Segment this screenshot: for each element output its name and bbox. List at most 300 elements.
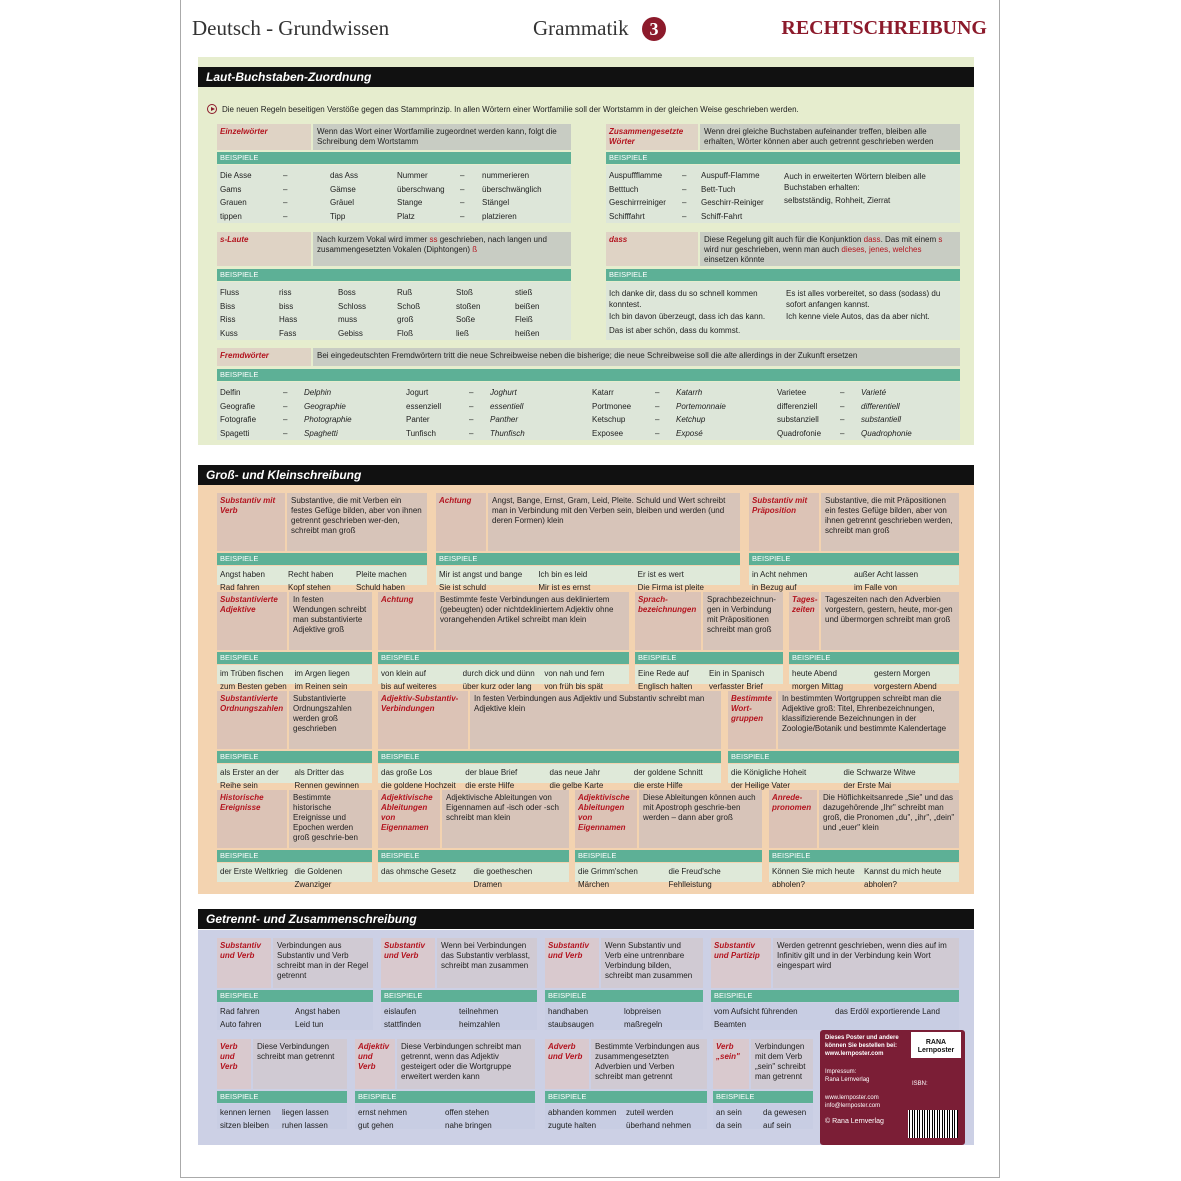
example-cell: im Trüben fischen: [220, 669, 284, 678]
box-label: Substantiv und Partizip: [711, 938, 771, 988]
example-cell: vom Aufsicht führenden: [714, 1007, 798, 1016]
example-cell: Schoß: [397, 301, 421, 311]
beispiele-label: BEISPIELE: [711, 990, 959, 1002]
example-cell: die erste Hilfe: [633, 781, 683, 790]
box-desc: Wenn das Wort einer Wortfamilie zugeordnet werden kann, folgt die Schreibung dem Wortstamm: [313, 124, 571, 150]
example-cell: Spagetti: [220, 428, 250, 438]
example-cell: platzieren: [482, 211, 517, 221]
beispiele-label: BEISPIELE: [728, 751, 959, 763]
example-cell: –: [283, 198, 288, 207]
example-cell: heißen: [515, 328, 540, 338]
example-cell: –: [682, 198, 687, 207]
example-cell: Gräuel: [330, 198, 355, 207]
example-cell: Biss: [220, 301, 236, 311]
example-cell: liegen lassen: [282, 1108, 329, 1117]
box-desc: Wenn bei Verbindungen das Substantiv verblasst, schreibt man zusammen: [437, 938, 537, 988]
example-cell: das ohmsche Gesetz: [381, 867, 457, 876]
example-cell: die Schwarze Witwe: [843, 768, 916, 777]
box-desc: Bei eingedeutschten Fremdwörtern tritt die neue Schreibweise neben die bisherige; die neue Schreibweise soll die alte allerdings in der Zukunft ersetzen: [313, 348, 960, 366]
example-cell: substanziell: [777, 415, 819, 424]
box-desc: In festen Wendungen schreibt man substantivierte Adjektive groß: [289, 592, 372, 650]
example-cell: der goldene Schnitt: [633, 768, 703, 777]
example-cell: Exposé: [676, 428, 703, 438]
example-cell: abholen?: [772, 880, 805, 889]
example-cell: –: [655, 428, 660, 438]
box-einzelwoerter: [217, 124, 571, 224]
beispiele-label: BEISPIELE: [769, 850, 959, 862]
example-cell: Kuss: [220, 328, 238, 338]
box-desc: Diese Ableitungen können auch mit Apostroph geschrie-ben werden – dann aber groß: [639, 790, 762, 848]
example-cell: Rennen gewinnen: [294, 781, 359, 790]
beispiele-label: BEISPIELE: [355, 1091, 535, 1103]
example-cell: die goldene Hochzeit: [381, 781, 456, 790]
beispiele-label: BEISPIELE: [217, 269, 571, 281]
examples: [606, 165, 960, 223]
rule-box: [728, 691, 959, 790]
rule-box: [378, 691, 721, 790]
example-cell: Kannst du mich heute: [864, 867, 942, 876]
ad-line: Impressum:: [825, 1069, 857, 1075]
example-cell: biss: [279, 301, 294, 311]
example-cell: –: [283, 184, 288, 194]
example-cell: Ich bin es leid: [538, 570, 588, 579]
example-cell: das neue Jahr: [549, 768, 601, 777]
example-cell: Floß: [397, 328, 413, 338]
example-cell: als Dritter das: [294, 768, 344, 777]
example-cell: –: [460, 171, 465, 180]
example-cell: Platz: [397, 211, 415, 221]
example-cell: außer Acht lassen: [854, 570, 919, 579]
example-cell: substantiell: [861, 415, 902, 424]
example-cell: Varietee: [777, 388, 807, 397]
example: Ich kenne viele Autos, das da aber nicht.: [786, 312, 930, 321]
box-label: Substantiv mit Präposition: [749, 493, 819, 551]
example-cell: Ketschup: [592, 415, 626, 424]
box-dass: [606, 232, 960, 340]
example-cell: –: [840, 415, 845, 424]
example-cell: da gewesen: [763, 1108, 807, 1117]
example-cell: Panter: [406, 415, 430, 424]
examples: [217, 165, 571, 223]
example-cell: Schiff-Fahrt: [701, 211, 743, 221]
example-cell: Fehlleistung: [668, 880, 712, 889]
examples: [606, 282, 960, 340]
box-label: Adverb und Verb: [545, 1039, 589, 1089]
example-cell: Er ist es wert: [637, 570, 684, 579]
box-desc: In bestimmten Wortgruppen schreibt man die Adjektive groß: Titel, Ehrenbezeichnungen, klassifizierende Bezeichnungen in der Zoologie/Botanik und bestimmte Kalendertage: [778, 691, 959, 749]
example-cell: Gämse: [330, 184, 356, 194]
example-cell: abhanden kommen: [548, 1108, 617, 1117]
rule-box: [545, 938, 703, 1030]
example-cell: Riss: [220, 315, 236, 324]
example-cell: Rad fahren: [220, 583, 260, 592]
example-cell: differenziell: [777, 401, 818, 411]
example-cell: Auspuff-Flamme: [701, 171, 760, 180]
example-cell: Schloss: [338, 301, 367, 311]
rule-box: [217, 691, 372, 790]
box-label: s-Laute: [217, 232, 311, 266]
box-label: dass: [606, 232, 698, 266]
ad-line: Rana Lernverlag: [825, 1077, 870, 1083]
example-cell: Geschirr-Reiniger: [701, 198, 764, 207]
example-cell: da sein: [716, 1121, 742, 1130]
examples: [728, 764, 959, 790]
examples: [217, 1104, 347, 1129]
example-cell: Thunfisch: [490, 428, 525, 438]
example-cell: –: [655, 401, 660, 411]
header-subject: Deutsch - Grundwissen: [192, 16, 390, 40]
beispiele-label: BEISPIELE: [217, 1091, 347, 1103]
example-cell: Angst haben: [220, 570, 265, 579]
example-cell: Auto fahren: [220, 1020, 262, 1029]
ad-line: können Sie bestellen bei:: [825, 1043, 898, 1049]
rule-box: [749, 493, 959, 592]
example-cell: –: [682, 184, 687, 194]
box-label: Adjektiv und Verb: [355, 1039, 395, 1089]
example-cell: –: [283, 388, 288, 397]
example-cell: Gebiss: [338, 328, 363, 338]
example-cell: kennen lernen: [220, 1108, 271, 1117]
example-cell: –: [682, 211, 687, 221]
note: Auch in erweiterten Wörtern bleiben alle Buchstaben erhalten:: [784, 172, 926, 192]
example-cell: Angst haben: [295, 1007, 340, 1016]
example-cell: durch dick und dünn: [462, 669, 535, 678]
box-desc: Verbindungen aus Substantiv und Verb schreibt man in der Regel getrennt: [273, 938, 373, 988]
box-desc: Bestimmte feste Verbindungen aus dekliniertem (gebeugten) oder nichtdekliniertem Adjektiv ohne vorangehenden Artikel schreibt man klein: [436, 592, 629, 650]
example-cell: Fass: [279, 328, 297, 338]
example-cell: über kurz oder lang: [462, 682, 532, 691]
beispiele-label: BEISPIELE: [749, 553, 959, 565]
example-cell: Fotografie: [220, 415, 257, 424]
rule-box: [217, 790, 372, 889]
rule-box: [381, 938, 537, 1030]
example-cell: zuteil werden: [626, 1108, 674, 1117]
example-cell: Englisch halten: [638, 682, 693, 691]
example-cell: Schifffahrt: [609, 211, 645, 221]
example-cell: das Erdöl exportierende Land: [835, 1007, 940, 1016]
rule-box: [635, 592, 783, 691]
rule-box: [378, 790, 569, 889]
examples: [355, 1104, 535, 1129]
example-cell: offen stehen: [445, 1108, 489, 1117]
example-cell: Reihe sein: [220, 781, 258, 790]
beispiele-label: BEISPIELE: [378, 652, 629, 664]
example-cell: Soße: [456, 315, 476, 324]
example-cell: zugute halten: [548, 1121, 597, 1130]
example-cell: maßregeln: [624, 1020, 663, 1029]
example-cell: essentiell: [490, 401, 524, 411]
box-label: Achtung: [378, 592, 434, 650]
example-cell: –: [460, 211, 465, 221]
example-cell: gestern Morgen: [874, 669, 931, 678]
box-label: Anrede-pronomen: [769, 790, 817, 848]
example-cell: Geographie: [304, 401, 346, 411]
example-cell: der Heilige Vater: [731, 781, 790, 790]
example-cell: staubsaugen: [548, 1020, 594, 1029]
example-cell: –: [469, 415, 474, 424]
example-cell: stieß: [515, 288, 533, 297]
example-cell: Recht haben: [288, 570, 334, 579]
example-cell: differentiell: [861, 401, 900, 411]
example-cell: ernst nehmen: [358, 1108, 407, 1117]
box-label: Tages-zeiten: [789, 592, 819, 650]
example-cell: Grauen: [220, 198, 247, 207]
box-label: Substantiv und Verb: [381, 938, 435, 988]
example-cell: von nah und fern: [544, 669, 605, 678]
beispiele-label: BEISPIELE: [606, 152, 960, 164]
example-cell: –: [469, 388, 474, 397]
example-cell: Quadrophonie: [861, 428, 912, 438]
box-label: Zusammengesetzte Wörter: [606, 124, 698, 150]
box-desc: Die Höflichkeitsanrede „Sie" und das dazugehörende „Ihr" schreibt man groß, die Pronomen „du", „ihr", „dein" und „euer" klein: [819, 790, 959, 848]
beispiele-label: BEISPIELE: [217, 990, 373, 1002]
example-cell: Dramen: [473, 880, 502, 889]
example-cell: Märchen: [578, 880, 610, 889]
rana-logo: RANA Lernposter: [911, 1032, 961, 1058]
example-cell: Schuld haben: [356, 583, 405, 592]
example: Das ist aber schön, dass du kommst.: [609, 326, 741, 335]
box-label: Verb und Verb: [217, 1039, 251, 1089]
intro-text: Die neuen Regeln beseitigen Verstöße gegen das Stammprinzip. In allen Wörtern einer Wortfamilie soll der Wortstamm in der gleichen Weise geschrieben werden.: [207, 104, 799, 114]
example-cell: Katarrh: [676, 388, 703, 397]
rule-box: [713, 1039, 813, 1129]
example-cell: –: [840, 388, 845, 397]
example-cell: Zwanziger: [294, 880, 332, 889]
examples: [545, 1003, 703, 1030]
example-cell: Geografie: [220, 401, 256, 411]
example-cell: Spaghetti: [304, 428, 338, 438]
beispiele-label: BEISPIELE: [635, 652, 783, 664]
box-label: Bestimmte Wort-gruppen: [728, 691, 776, 749]
example-cell: heimzahlen: [459, 1020, 500, 1029]
beispiele-label: BEISPIELE: [575, 850, 762, 862]
rule-box: [545, 1039, 707, 1129]
example-cell: –: [840, 401, 845, 411]
box-desc: Adjektivische Ableitungen von Eigennamen auf -isch oder -sch schreibt man klein: [442, 790, 569, 848]
examples: [217, 665, 372, 691]
box-desc: In festen Verbindungen aus Adjektiv und Substantiv schreibt man Adjektive klein: [470, 691, 721, 749]
example-cell: –: [655, 388, 660, 397]
example-cell: das große Los: [381, 768, 433, 777]
example-cell: die erste Hilfe: [465, 781, 515, 790]
examples: [635, 665, 783, 691]
example-cell: Boss: [338, 288, 356, 297]
rule-box: [217, 938, 373, 1030]
example-cell: in Bezug auf: [752, 583, 797, 592]
example-cell: teilnehmen: [459, 1007, 499, 1016]
box-label: Substantiv mit Verb: [217, 493, 285, 551]
beispiele-label: BEISPIELE: [378, 850, 569, 862]
beispiele-label: BEISPIELE: [789, 652, 959, 664]
examples: [749, 566, 959, 592]
example-cell: –: [283, 428, 288, 438]
rule-box: [217, 592, 372, 691]
example-cell: nahe bringen: [445, 1121, 492, 1130]
examples: [217, 1003, 373, 1030]
example-cell: Leid tun: [295, 1020, 324, 1029]
example-cell: stattfinden: [384, 1020, 421, 1029]
example-cell: Ruß: [397, 288, 413, 297]
beispiele-label: BEISPIELE: [545, 990, 703, 1002]
section-title-1: Laut-Buchstaben-Zuordnung: [198, 67, 974, 87]
note-examples: selbstständig, Rohheit, Zierrat: [784, 196, 891, 205]
play-icon: [207, 104, 217, 114]
examples: [217, 382, 960, 440]
box-label: Sprach-bezeichnungen: [635, 592, 701, 650]
example-cell: der blaue Brief: [465, 768, 518, 777]
ad-link[interactable]: www.lernposter.com: [825, 1095, 879, 1101]
example-cell: Tipp: [330, 211, 346, 221]
example-cell: Panther: [490, 415, 519, 424]
example-cell: überhand nehmen: [626, 1121, 691, 1130]
header-number-badge: 3: [642, 17, 666, 41]
example: Ich danke dir, dass du so schnell kommen konntest.: [609, 289, 758, 309]
example-cell: der Erste Mai: [843, 781, 892, 790]
example-cell: –: [283, 415, 288, 424]
example-cell: Mir ist es ernst: [538, 583, 591, 592]
example-cell: im Falle von: [854, 583, 898, 592]
example-cell: Eine Rede auf: [638, 669, 689, 678]
example-cell: vorgestern Abend: [874, 682, 937, 691]
example-cell: sitzen bleiben: [220, 1121, 269, 1130]
box-s-laute: [217, 232, 571, 340]
box-desc: Verbindungen mit dem Verb „sein" schreibt man getrennt: [751, 1039, 813, 1089]
example-cell: Die Asse: [220, 171, 252, 180]
example-cell: Varieté: [861, 388, 887, 397]
example-cell: Portemonnaie: [676, 401, 726, 411]
box-desc: Bestimmte Verbindungen aus zusammengesetzten Adverbien und Verben schreibt man getrennt: [591, 1039, 707, 1089]
example-cell: Stange: [397, 198, 423, 207]
example-cell: handhaben: [548, 1007, 589, 1016]
beispiele-label: BEISPIELE: [381, 990, 537, 1002]
beispiele-label: BEISPIELE: [378, 751, 721, 763]
example-cell: zum Besten geben: [220, 682, 287, 691]
rule-box: [575, 790, 762, 889]
example-cell: tippen: [220, 211, 242, 221]
example-cell: von klein auf: [381, 669, 426, 678]
rule-box: [217, 1039, 347, 1129]
box-desc: Diese Regelung gilt auch für die Konjunktion dass. Das mit einem s wird nur geschrieben, wenn man auch dieses, jenes, welches einsetzen könnte: [700, 232, 960, 266]
example-cell: –: [840, 428, 845, 438]
example-cell: der Erste Weltkrieg: [220, 867, 288, 876]
examples: [436, 566, 740, 592]
beispiele-label: BEISPIELE: [217, 369, 960, 381]
example-cell: Ketchup: [676, 415, 706, 424]
section-title-3: Getrennt- und Zusammenschreibung: [198, 909, 974, 929]
box-label: Adjektivische Ableitungen von Eigennamen: [575, 790, 637, 848]
example-cell: Gams: [220, 184, 242, 194]
example-cell: –: [460, 184, 465, 194]
example-cell: die Königliche Hoheit: [731, 768, 807, 777]
box-desc: Nach kurzem Vokal wird immer ss geschrieben, nach langen und zusammengesetzten Vokalen (Diphtongen) ß: [313, 232, 571, 266]
example-cell: Tunfisch: [406, 428, 436, 438]
example: Ich bin davon überzeugt, dass ich das kann.: [609, 312, 766, 321]
examples: [769, 863, 959, 889]
examples: [378, 764, 721, 790]
rule-box: [378, 592, 629, 691]
section-title-2: Groß- und Kleinschreibung: [198, 465, 974, 485]
example-cell: stoßen: [456, 301, 481, 311]
examples: [217, 863, 372, 889]
examples: [217, 764, 372, 790]
rule-box: [355, 1039, 535, 1129]
example-cell: im Argen liegen: [294, 669, 350, 678]
example-cell: Kopf stehen: [288, 583, 331, 592]
example-cell: –: [655, 415, 660, 424]
ad-link[interactable]: www.lernposter.com: [825, 1051, 884, 1057]
examples: [575, 863, 762, 889]
examples: [711, 1003, 959, 1030]
box-desc: Wenn drei gleiche Buchstaben aufeinander treffen, bleiben alle erhalten, Wörter können aber auch getrennt geschrieben werden: [700, 124, 960, 150]
example-cell: –: [469, 401, 474, 411]
example-cell: –: [283, 171, 288, 180]
example-cell: überschwang: [397, 184, 445, 194]
ad-line: Dieses Poster und andere: [825, 1035, 899, 1041]
beispiele-label: BEISPIELE: [606, 269, 960, 281]
example-cell: Stoß: [456, 288, 473, 297]
examples: [217, 566, 427, 592]
example-cell: Delphin: [304, 388, 332, 397]
example-cell: nummerieren: [482, 171, 530, 180]
example-cell: ruhen lassen: [282, 1121, 328, 1130]
example-cell: heute Abend: [792, 669, 837, 678]
example-cell: die gelbe Karte: [549, 781, 604, 790]
example-cell: essenziell: [406, 401, 442, 411]
box-label: Fremdwörter: [217, 348, 311, 366]
example-cell: eislaufen: [384, 1007, 417, 1016]
rule-box: [217, 493, 427, 592]
barcode: [908, 1110, 958, 1138]
box-label: Substantiv und Verb: [217, 938, 271, 988]
example-cell: Mir ist angst und bange: [439, 570, 523, 579]
example-cell: bis auf weiteres: [381, 682, 437, 691]
examples: [217, 282, 571, 340]
example-cell: Photographie: [304, 415, 352, 424]
example-cell: Stängel: [482, 198, 510, 207]
beispiele-label: BEISPIELE: [217, 553, 427, 565]
box-desc: Substantive, die mit Präpositionen ein festes Gefüge bilden, aber von ihnen getrennt geschrieben werden, schreibt man groß: [821, 493, 959, 551]
ad-link[interactable]: info@lernposter.com: [825, 1103, 881, 1109]
example-cell: Quadrofonie: [777, 428, 822, 438]
example-cell: Hass: [279, 315, 298, 324]
box-label: Adjektiv-Substantiv-Verbindungen: [378, 691, 468, 749]
beispiele-label: BEISPIELE: [545, 1091, 707, 1103]
example-cell: Pleite machen: [356, 570, 407, 579]
example-cell: Beamten: [714, 1020, 747, 1029]
example-cell: Katarr: [592, 388, 614, 397]
example-cell: Betttuch: [609, 184, 639, 194]
box-label: Substantiv und Verb: [545, 938, 599, 988]
box-desc: Wenn Substantiv und Verb eine untrennbare Verbindung bilden, schreibt man zusammen: [601, 938, 703, 988]
rule-box: [789, 592, 959, 691]
example-cell: die Grimm'schen: [578, 867, 638, 876]
example-cell: überschwänglich: [482, 184, 542, 194]
example-cell: Die Firma ist pleite: [637, 583, 704, 592]
box-fremdwoerter: [217, 348, 960, 442]
example-cell: –: [460, 198, 465, 207]
example-cell: im Reinen sein: [294, 682, 348, 691]
example-cell: in Acht nehmen: [752, 570, 808, 579]
examples: [378, 665, 629, 691]
example-cell: die goetheschen: [473, 867, 533, 876]
example-cell: die Goldenen: [294, 867, 343, 876]
box-desc: Tageszeiten nach den Adverbien vorgestern, gestern, heute, mor-gen und übermorgen schreibt man groß: [821, 592, 959, 650]
box-label: Substantivierte Adjektive: [217, 592, 287, 650]
beispiele-label: BEISPIELE: [217, 751, 372, 763]
box-label: Einzelwörter: [217, 124, 311, 150]
box-desc: Diese Verbindungen schreibt man getrennt: [253, 1039, 347, 1089]
box-desc: Werden getrennt geschrieben, wenn dies auf im Infinitiv gilt und in der Verbindung kein Wort eingespart wird: [773, 938, 959, 988]
